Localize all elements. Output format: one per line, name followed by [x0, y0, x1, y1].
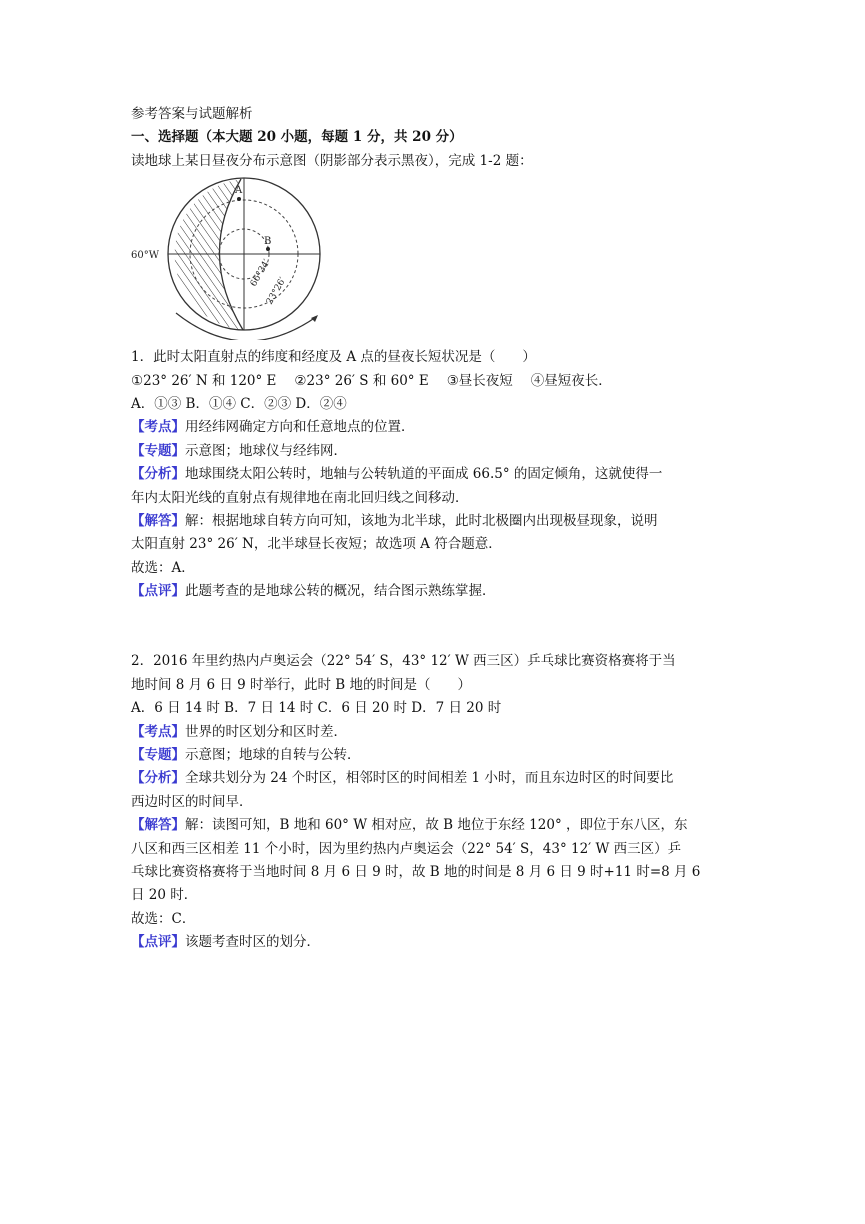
point-a [237, 197, 241, 201]
q1-option-4: ④昼短夜长． [530, 372, 612, 389]
q1-answer: 故选：A． [131, 559, 195, 576]
label-a: A [235, 185, 243, 197]
day-night-diagram [131, 177, 331, 340]
q2-dianping [131, 931, 741, 954]
q2-fenxi-tag: 【分析】 [131, 770, 185, 787]
q2-jieda-text-1: 解：读图可知，B 地和 60° W 相对应，故 B 地位于东经 120° ，即位于东八区，东 [185, 817, 688, 834]
q1-stem: 1．此时太阳直射点的纬度和经度及 A 点的昼夜长短状况是（ ） [131, 349, 536, 366]
q1-zhuanti-tag: 【专题】 [131, 442, 185, 459]
earth-diagram-svg [131, 177, 331, 340]
q2-jieda-tag: 【解答】 [131, 817, 185, 834]
label-23-26: 23°26′ [264, 276, 289, 307]
q1-fenxi-tag: 【分析】 [131, 466, 185, 483]
q2-zhuanti-tag: 【专题】 [131, 747, 185, 764]
q1-option-2: ②23° 26′ S 和 60° E [294, 372, 429, 389]
header-title: 参考答案与试题解析 [131, 106, 253, 122]
arrow-head-icon [311, 315, 318, 322]
q1-zhuanti [131, 440, 741, 463]
q2-jieda [131, 814, 741, 837]
q1-dianping-tag: 【点评】 [131, 583, 185, 600]
q2-kaodian-text: 世界的时区划分和区时差． [185, 723, 347, 740]
q2-kaodian-tag: 【考点】 [131, 723, 185, 740]
q2-zhuanti [131, 744, 741, 767]
q1-kaodian [131, 416, 741, 439]
q2-jieda-text-4: 日 20 时． [131, 887, 198, 904]
q2-fenxi [131, 767, 741, 790]
q1-option-3: ③昼长夜短 [446, 372, 513, 389]
q1-kaodian-tag: 【考点】 [131, 419, 185, 436]
q1-kaodian-text: 用经纬网确定方向和任意地点的位置． [185, 419, 415, 436]
q2-dianping-tag: 【点评】 [131, 934, 185, 951]
q1-fenxi-text-1: 地球围绕太阳公转时，地轴与公转轨道的平面成 66.5° 的固定倾角，这就使得一 [185, 466, 663, 483]
q1-fenxi [131, 463, 741, 486]
q1-options [131, 370, 741, 393]
q2-stem-2: 地时间 8 月 6 日 9 时举行，此时 B 地的时间是（ ） [131, 676, 472, 693]
q1-jieda-text-1: 解：根据地球自转方向可知，该地为北半球，此时北极圈内出现极昼现象，说明 [185, 512, 658, 529]
rotation-arrow [176, 313, 316, 340]
q2-stem-1: 2．2016 年里约热内卢奥运会（22° 54′ S，43° 12′ W 西三区）乒乓球比赛资格赛将于当 [131, 653, 676, 670]
spacer [131, 603, 741, 650]
q2-fenxi-text-1: 全球共划分为 24 个时区，相邻时区的时间相差 1 小时，而且东边时区的时间要比 [185, 770, 674, 787]
q2-zhuanti-text: 示意图；地球的自转与公转． [185, 747, 361, 764]
document-page [131, 103, 741, 955]
q2-fenxi-text-2: 西边时区的时间早． [131, 793, 253, 810]
point-b [266, 247, 270, 251]
q1-option-1: ①23° 26′ N 和 120° E [131, 372, 277, 389]
q1-jieda [131, 510, 741, 533]
q2-dianping-text: 该题考查时区的划分． [185, 934, 320, 951]
section-title: 一、选择题（本大题 20 小题，每题 1 分，共 20 分） [131, 129, 463, 146]
label-60w: 60°W [131, 250, 160, 262]
q2-choices: A．6 日 14 时 B．7 日 14 时 C．6 日 20 时 D．7 日 20 时 [131, 700, 502, 717]
intro-text: 读地球上某日昼夜分布示意图（阴影部分表示黑夜），完成 1-2 题： [131, 152, 533, 169]
q2-jieda-text-3: 乓球比赛资格赛将于当地时间 8 月 6 日 9 时，故 B 地的时间是 8 月 6 日 9 时+11 时=8 月 6 [131, 863, 701, 880]
q1-fenxi-text-2: 年内太阳光线的直射点有规律地在南北回归线之间移动． [131, 489, 469, 506]
q2-answer: 故选：C． [131, 910, 196, 927]
label-b: B [264, 236, 272, 248]
q1-dianping-text: 此题考查的是地球公转的概况，结合图示熟练掌握． [185, 583, 496, 600]
q2-kaodian [131, 721, 741, 744]
q1-choices: A．①③ B．①④ C．②③ D．②④ [131, 395, 347, 412]
q2-jieda-text-2: 八区和西三区相差 11 个小时，因为里约热内卢奥运会（22° 54′ S，43° 12′ W 西三区）乒 [131, 840, 682, 857]
q1-jieda-tag: 【解答】 [131, 512, 185, 529]
q1-jieda-text-2: 太阳直射 23° 26′ N，北半球昼长夜短；故选项 A 符合题意． [131, 536, 502, 553]
label-66-34: 66°34′ [248, 258, 273, 289]
q1-zhuanti-text: 示意图；地球仪与经纬网． [185, 442, 347, 459]
q1-dianping [131, 580, 741, 603]
